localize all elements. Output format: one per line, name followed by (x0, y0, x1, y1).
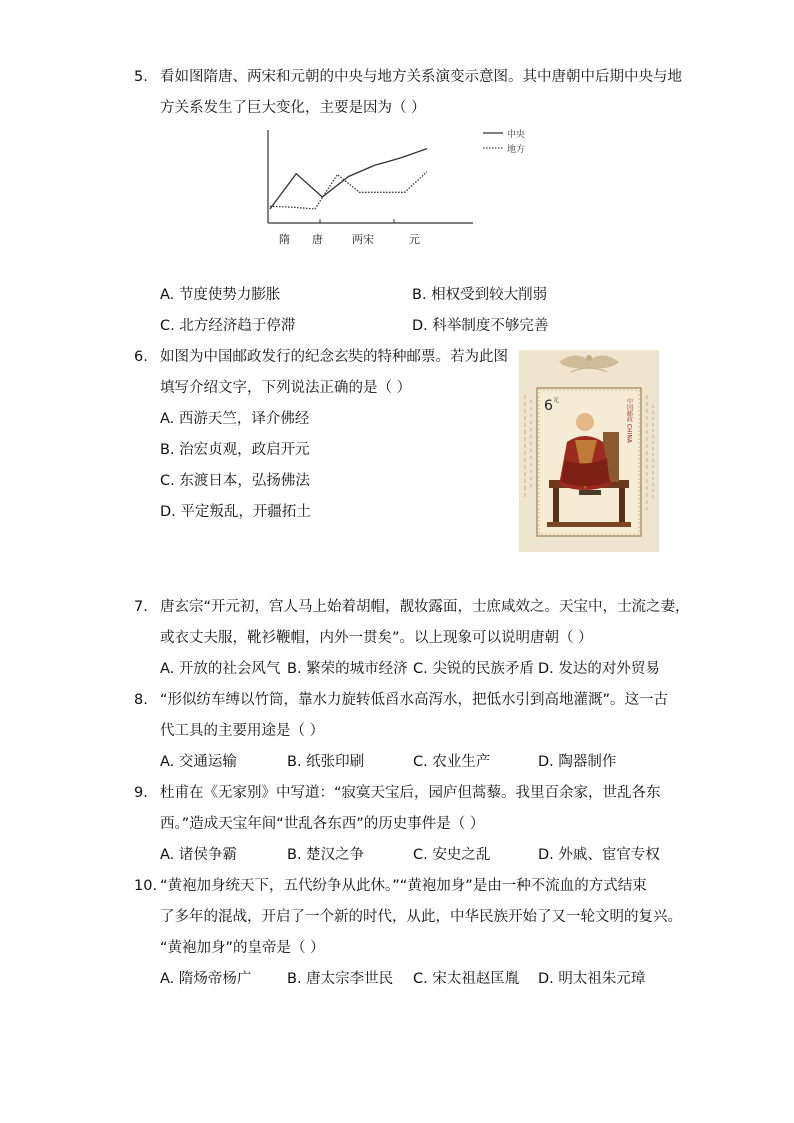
question-number: 9. (134, 785, 148, 801)
question-text-line: 了多年的混战，开启了一个新的时代，从此，中华民族开始了又一轮文明的复兴。 (160, 909, 682, 925)
option-a[interactable]: A. 交通运输 (160, 754, 237, 770)
stamp-country-label: 中国邮政 CHINA (625, 398, 633, 443)
option-d[interactable]: D. 平定叛乱，开疆拓土 (160, 504, 311, 520)
option-a[interactable]: A. 节度使势力膨胀 (160, 287, 281, 303)
option-c[interactable]: C. 东渡日本，弘扬佛法 (160, 473, 310, 489)
option-d[interactable]: D. 外戚、宦官专权 (538, 847, 660, 863)
question-number: 7. (134, 599, 148, 615)
series-central-line (270, 149, 427, 209)
legend-label-local: 地方 (507, 145, 526, 155)
x-tick-label: 隋 (279, 233, 290, 246)
option-b[interactable]: B. 楚汉之争 (287, 847, 365, 863)
option-b[interactable]: B. 繁荣的城市经济 (287, 661, 408, 677)
relation-chart (255, 122, 545, 252)
question-text-line: “黄袍加身”的皇帝是（ ） (160, 940, 325, 956)
question-number: 10. (134, 878, 158, 894)
option-d[interactable]: D. 陶器制作 (538, 754, 617, 770)
x-tick-label: 元 (409, 233, 420, 246)
option-a[interactable]: A. 诸侯争霸 (160, 847, 237, 863)
question-text-line: 如图为中国邮政发行的纪念玄奘的特种邮票。若为此图 (160, 349, 508, 365)
option-c[interactable]: C. 农业生产 (413, 754, 491, 770)
option-a[interactable]: A. 隋炀帝杨广 (160, 971, 252, 987)
question-text-line: 或衣丈夫服，靴衫鞭帽，内外一贯矣”。以上现象可以说明唐朝（ ） (160, 630, 593, 646)
question-text-line: “形似纺车缚以竹筒，靠水力旋转低舀水高泻水，把低水引到高地灌溉”。这一古 (160, 692, 669, 708)
option-d[interactable]: D. 明太祖朱元璋 (538, 971, 646, 987)
option-b[interactable]: B. 唐太宗李世民 (287, 971, 394, 987)
option-c[interactable]: C. 尖锐的民族矛盾 (413, 661, 534, 677)
option-d[interactable]: D. 科举制度不够完善 (412, 318, 549, 334)
question-text-line: 唐玄宗“开元初，宫人马上始着胡帽，靓妆露面，士庶咸效之。天宝中，士流之妻， (160, 599, 690, 615)
x-tick-label: 两宋 (352, 233, 374, 246)
option-c[interactable]: C. 安史之乱 (413, 847, 491, 863)
question-text-line: 西。”造成天宝年间“世乱各东西”的历史事件是（ ） (160, 816, 485, 832)
xuanzang-stamp-image (519, 350, 659, 552)
option-c[interactable]: C. 北方经济趋于停滞 (160, 318, 296, 334)
question-number: 6. (134, 349, 148, 365)
option-d[interactable]: D. 发达的对外贸易 (538, 661, 660, 677)
question-text-line: 填写介绍文字，下列说法正确的是（ ） (160, 380, 412, 396)
option-b[interactable]: B. 纸张印刷 (287, 754, 365, 770)
stamp-denomination-unit: 元 (553, 397, 560, 404)
x-tick-label: 唐 (312, 233, 323, 246)
monk-head (576, 413, 594, 431)
option-a[interactable]: A. 开放的社会风气 (160, 661, 281, 677)
option-b[interactable]: B. 相权受到较大削弱 (412, 287, 548, 303)
question-text-line: “黄袍加身统天下，五代纷争从此休。”“黄袍加身”是由一种不流血的方式结束 (160, 878, 647, 894)
question-number: 8. (134, 692, 148, 708)
question-text-line: 方关系发生了巨大变化，主要是因为（ ） (160, 100, 426, 116)
question-text-line: 看如图隋唐、两宋和元朝的中央与地方关系演变示意图。其中唐朝中后期中央与地 (160, 69, 682, 85)
question-number: 5. (134, 69, 148, 85)
stamp-denomination: 6 (544, 398, 553, 414)
option-b[interactable]: B. 治宏贞观，政启开元 (160, 442, 310, 458)
legend-label-central: 中央 (507, 130, 526, 140)
question-text-line: 杜甫在《无家别》中写道：“寂寞天宝后，园庐但蒿藜。我里百余家，世乱各东 (160, 785, 661, 801)
option-a[interactable]: A. 西游天竺，译介佛经 (160, 411, 310, 427)
option-c[interactable]: C. 宋太祖赵匡胤 (413, 971, 520, 987)
question-text-line: 代工具的主要用途是（ ） (160, 723, 325, 739)
